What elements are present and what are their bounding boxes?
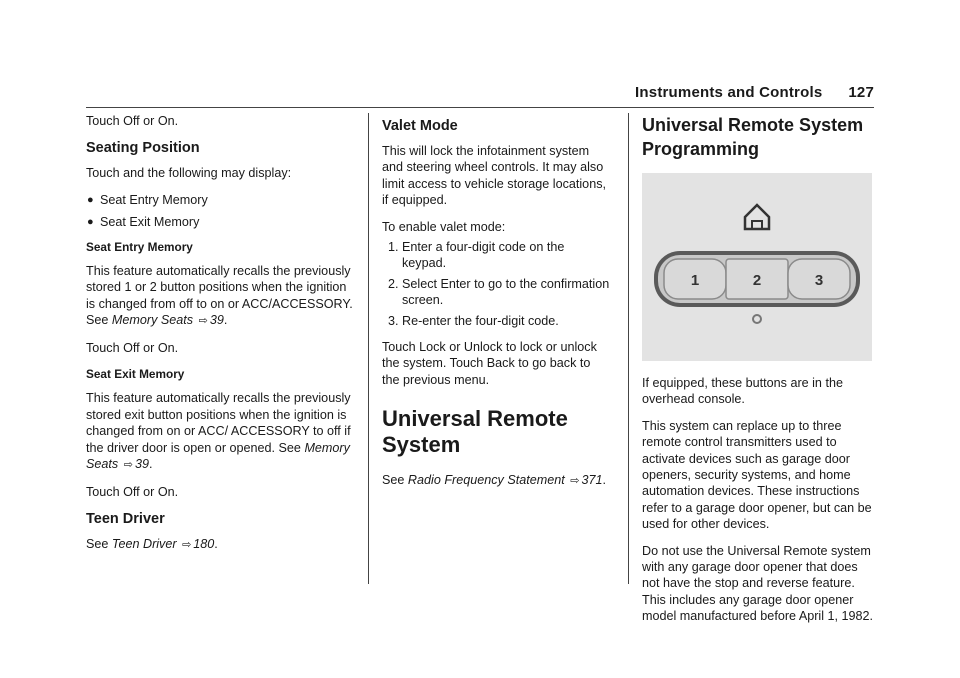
bullet-icon: ● — [87, 216, 94, 229]
text-seat-entry: This feature automatically recalls the previously stored 1 or 2 button positions when the ignition is changed from off to on or ACC/ACCESSORY. See Memory Seats ⇨ 39. — [86, 264, 353, 328]
remote-button-2-label: 2 — [752, 272, 762, 289]
text-enable-valet: To enable valet mode: — [382, 219, 506, 234]
subheading-seat-entry-memory: Seat Entry Memory — [86, 239, 193, 254]
heading-seating-position: Seating Position — [86, 140, 200, 157]
home-icon — [745, 205, 769, 229]
page-ref[interactable]: 180 — [193, 536, 215, 551]
column-divider — [368, 113, 369, 584]
text-seat-exit: This feature automatically recalls the previously stored exit button positions when the ignition is changed from on or ACC/ ACCESSORY to off if the driver door is open or opened. See Memory Seats ⇨ 39. — [86, 391, 351, 472]
list-item: 3. Re-enter the four-digit code. — [388, 313, 559, 328]
heading-universal-remote-system: Universal Remote System — [382, 406, 568, 458]
console-buttons-illustration — [642, 173, 872, 361]
text-teen-driver-ref: See Teen Driver ⇨ 180. — [86, 536, 218, 551]
list-item: 1. Enter a four-digit code on the keypad. — [388, 240, 565, 271]
valet-steps-list — [382, 239, 610, 329]
text-system-description: This system can replace up to three remote control transmitters used to activate devices such as garage door openers, security systems, and home automation devices. These instructions refer to a garage door opener, but can be used for other devices. — [642, 418, 872, 532]
subheading-seat-exit-memory: Seat Exit Memory — [86, 367, 185, 382]
link-memory-seats[interactable]: Memory Seats — [111, 313, 194, 328]
text-urs-ref: See Radio Frequency Statement ⇨ 371. — [382, 473, 606, 488]
link-teen-driver[interactable]: Teen Driver — [111, 536, 177, 551]
seating-options-list — [86, 192, 354, 231]
heading-teen-driver: Teen Driver — [86, 510, 165, 527]
page-ref[interactable]: 39 — [209, 313, 224, 328]
arrow-icon: ⇨ — [570, 475, 580, 488]
arrow-icon: ⇨ — [182, 538, 192, 551]
page-header — [635, 84, 874, 101]
list-item: ● Seat Entry Memory — [87, 192, 208, 207]
column-2 — [382, 113, 610, 500]
page-ref[interactable]: 371 — [581, 473, 603, 488]
list-item: ● Seat Exit Memory — [87, 215, 200, 230]
heading-valet-mode: Valet Mode — [382, 118, 458, 134]
text-warning-stop-reverse: Do not use the Universal Remote system with any garage door opener that does not have the stop and reverse feature. This includes any garage door opener model manufactured before April 1, 1982. — [642, 543, 874, 624]
text-seating-intro: Touch and the following may display: — [86, 166, 292, 181]
link-memory-seats[interactable]: Memory Seats — [86, 440, 350, 472]
page-ref[interactable]: 39 — [134, 457, 149, 472]
column-3 — [642, 113, 878, 635]
text-touch-off-on: Touch Off or On. — [86, 484, 179, 499]
bullet-icon: ● — [87, 193, 94, 206]
list-item: 2. Select Enter to go to the confirmation screen. — [388, 276, 610, 308]
text-buttons-location: If equipped, these buttons are in the overhead console. — [642, 376, 843, 407]
text-valet-description: This will lock the infotainment system and steering wheel controls. It may also limit access to vehicle storage locations, if equipped. — [382, 144, 606, 208]
indicator-light — [753, 315, 761, 323]
text-lock-unlock: Touch Lock or Unlock to lock or unlock the system. Touch Back to go back to the previous menu. — [382, 340, 597, 387]
arrow-icon: ⇨ — [123, 459, 133, 472]
text-touch-off-on: Touch Off or On. — [86, 114, 179, 128]
remote-button-1-label: 1 — [690, 272, 700, 289]
page-number: 127 — [848, 84, 874, 101]
arrow-icon: ⇨ — [198, 315, 208, 328]
section-title: Instruments and Controls — [635, 84, 823, 101]
column-divider — [628, 113, 629, 584]
text-touch-off-on: Touch Off or On. — [86, 340, 179, 355]
heading-urs-programming: Universal Remote System Programming — [642, 115, 864, 159]
link-radio-frequency-statement[interactable]: Radio Frequency Statement — [407, 473, 565, 488]
header-rule — [86, 107, 874, 108]
column-1 — [86, 113, 354, 563]
remote-button-3-label: 3 — [814, 272, 824, 289]
overhead-console-image — [642, 173, 872, 361]
